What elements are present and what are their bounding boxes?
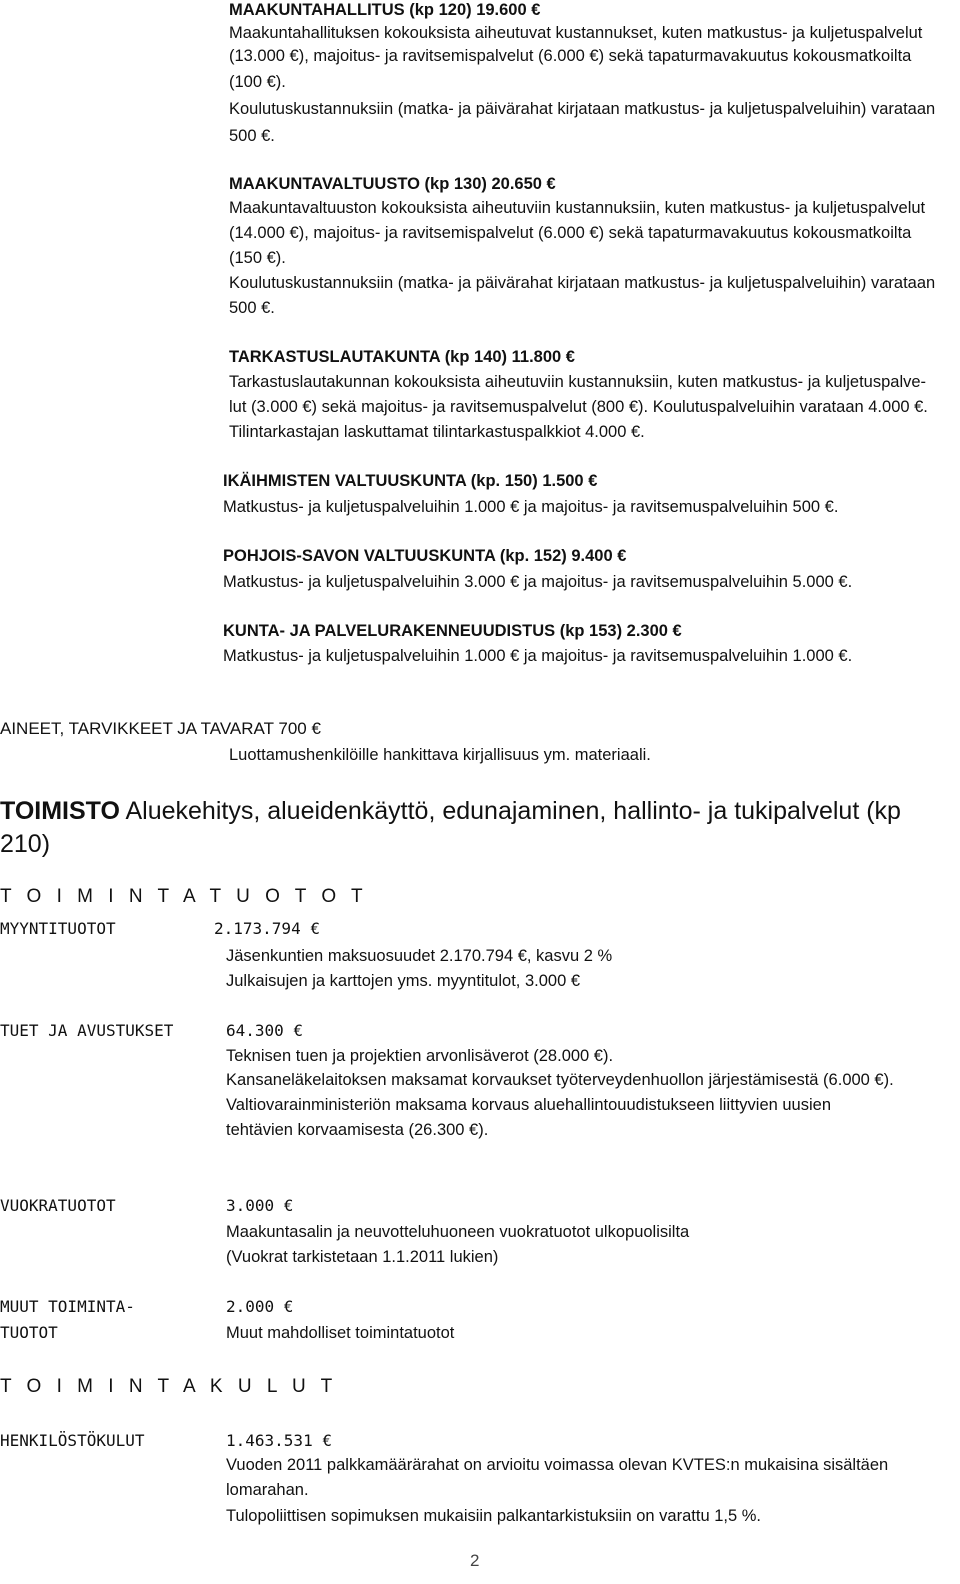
muut-label-1: MUUT TOIMINTA- [0, 1297, 135, 1316]
tuet-value: 64.300 € [226, 1021, 304, 1040]
myyntituotot-label: MYYNTITUOTOT [0, 919, 116, 938]
muut-label-2: TUOTOT [0, 1323, 58, 1342]
maakuntavaltuusto-line-3: (150 €). [229, 249, 286, 267]
myyntituotot-line-2: Julkaisujen ja karttojen yms. myyntitulot, 3.000 € [226, 972, 581, 990]
tarkastuslautakunta-line-3: Tilintarkastajan laskuttamat tilintarkastuspalkkiot 4.000 €. [229, 423, 645, 441]
kunta-palvelu-heading: KUNTA- JA PALVELURAKENNEUUDISTUS (kp 153) 2.300 € [223, 622, 682, 640]
myyntituotot-line-1: Jäsenkuntien maksuosuudet 2.170.794 €, kasvu 2 % [226, 947, 613, 965]
henkilostokulut-value: 1.463.531 € [226, 1431, 332, 1450]
toimisto-title-line-2: 210) [0, 830, 51, 858]
muut-value: 2.000 € [226, 1297, 294, 1316]
tuet-line-1: Teknisen tuen ja projektien arvonlisäverot (28.000 €). [226, 1047, 614, 1065]
maakuntavaltuusto-line-2: (14.000 €), majoitus- ja ravitsemispalvelut (6.000 €) sekä tapaturmavakuutus kokousmatkoilta [229, 224, 912, 242]
maakuntavaltuusto-line-1: Maakuntavaltuuston kokouksista aiheutuviin kustannuksiin, kuten matkustus- ja kuljetuspalvelut [229, 199, 926, 217]
vuokratuotot-label: VUOKRATUOTOT [0, 1196, 116, 1215]
ikaihmisten-heading: IKÄIHMISTEN VALTUUSKUNTA (kp. 150) 1.500 € [223, 472, 598, 490]
muut-line: Muut mahdolliset toimintatuotot [226, 1324, 455, 1342]
tarkastuslautakunta-line-1: Tarkastuslautakunnan kokouksista aiheutuviin kustannuksiin, kuten matkustus- ja kuljetuspalve- [229, 373, 927, 391]
kunta-palvelu-line: Matkustus- ja kuljetuspalveluihin 1.000 € ja majoitus- ja ravitsemuspalveluihin 1.000 €. [223, 647, 853, 665]
myyntituotot-value: 2.173.794 € [214, 919, 320, 938]
tarkastuslautakunta-line-2: lut (3.000 €) sekä majoitus- ja ravitsemuspalvelut (800 €). Koulutuspalveluihin varataan 4.000 €. [229, 398, 928, 416]
tuet-paragraph: Kansaneläkelaitoksen maksamat korvaukset työterveydenhuollon järjestämisestä (6.000 €). Valtiovarainministeriön maksama korvaus aluehallintouudistukseen liittyvien uusien tehtävien korvaamisesta (26.300 €). [226, 1071, 894, 1139]
aineet-line: Luottamushenkilöille hankittava kirjallisuus ym. materiaali. [229, 746, 651, 764]
pohjois-savon-heading: POHJOIS-SAVON VALTUUSKUNTA (kp. 152) 9.400 € [223, 547, 627, 565]
henkilostokulut-paragraph: Vuoden 2011 palkkamäärärahat on arvioitu voimassa olevan KVTES:n mukaisina sisältäen lomarahan. [226, 1456, 889, 1499]
ikaihmisten-line: Matkustus- ja kuljetuspalveluihin 1.000 € ja majoitus- ja ravitsemuspalveluihin 500 €. [223, 498, 839, 516]
maakuntavaltuusto-line-5: 500 €. [229, 299, 275, 317]
pohjois-savon-line: Matkustus- ja kuljetuspalveluihin 3.000 € ja majoitus- ja ravitsemuspalveluihin 5.000 €. [223, 573, 853, 591]
aineet-heading: AINEET, TARVIKKEET JA TAVARAT 700 € [0, 719, 321, 738]
tuet-label: TUET JA AVUSTUKSET [0, 1021, 174, 1040]
henkilostokulut-line: Tulopoliittisen sopimuksen mukaisiin palkantarkistuksiin on varattu 1,5 %. [226, 1507, 761, 1525]
maakuntahallitus-heading: MAAKUNTAHALLITUS (kp 120) 19.600 € [229, 1, 541, 19]
vuokratuotot-value: 3.000 € [226, 1196, 294, 1215]
maakuntavaltuusto-line-4: Koulutuskustannuksiin (matka- ja päivärahat kirjataan matkustus- ja kuljetuspalveluihin) varataan [229, 274, 936, 292]
maakuntahallitus-line-5: 500 €. [229, 127, 275, 145]
toimisto-title-bold: TOIMISTO [0, 797, 120, 825]
maakuntahallitus-line-3: (100 €). [229, 73, 286, 91]
toimisto-title [0, 795, 901, 827]
maakuntahallitus-line-1: Maakuntahallituksen kokouksista aiheutuvat kustannukset, kuten matkustus- ja kuljetuspalvelut [229, 24, 923, 42]
page-number: 2 [470, 1551, 480, 1570]
maakuntavaltuusto-heading: MAAKUNTAVALTUUSTO (kp 130) 20.650 € [229, 175, 556, 193]
henkilostokulut-label: HENKILÖSTÖKULUT [0, 1431, 145, 1450]
toimintakulut-heading: T O I M I N T A K U L U T [0, 1376, 338, 1397]
tarkastuslautakunta-heading: TARKASTUSLAUTAKUNTA (kp 140) 11.800 € [229, 348, 575, 366]
toimisto-title-rest: Aluekehitys, alueidenkäyttö, edunajaminen, hallinto- ja tukipalvelut (kp [119, 797, 901, 825]
maakuntahallitus-line-2: (13.000 €), majoitus- ja ravitsemispalvelut (6.000 €) sekä tapaturmavakuutus kokousmatkoilta [229, 47, 912, 65]
vuokratuotot-line-2: (Vuokrat tarkistetaan 1.1.2011 lukien) [226, 1248, 499, 1266]
maakuntahallitus-line-4: Koulutuskustannuksiin (matka- ja päivärahat kirjataan matkustus- ja kuljetuspalveluihin) varataan [229, 100, 936, 118]
vuokratuotot-line-1: Maakuntasalin ja neuvotteluhuoneen vuokratuotot ulkopuolisilta [226, 1223, 690, 1241]
toimintatuotot-heading: T O I M I N T A T U O T O T [0, 886, 368, 907]
